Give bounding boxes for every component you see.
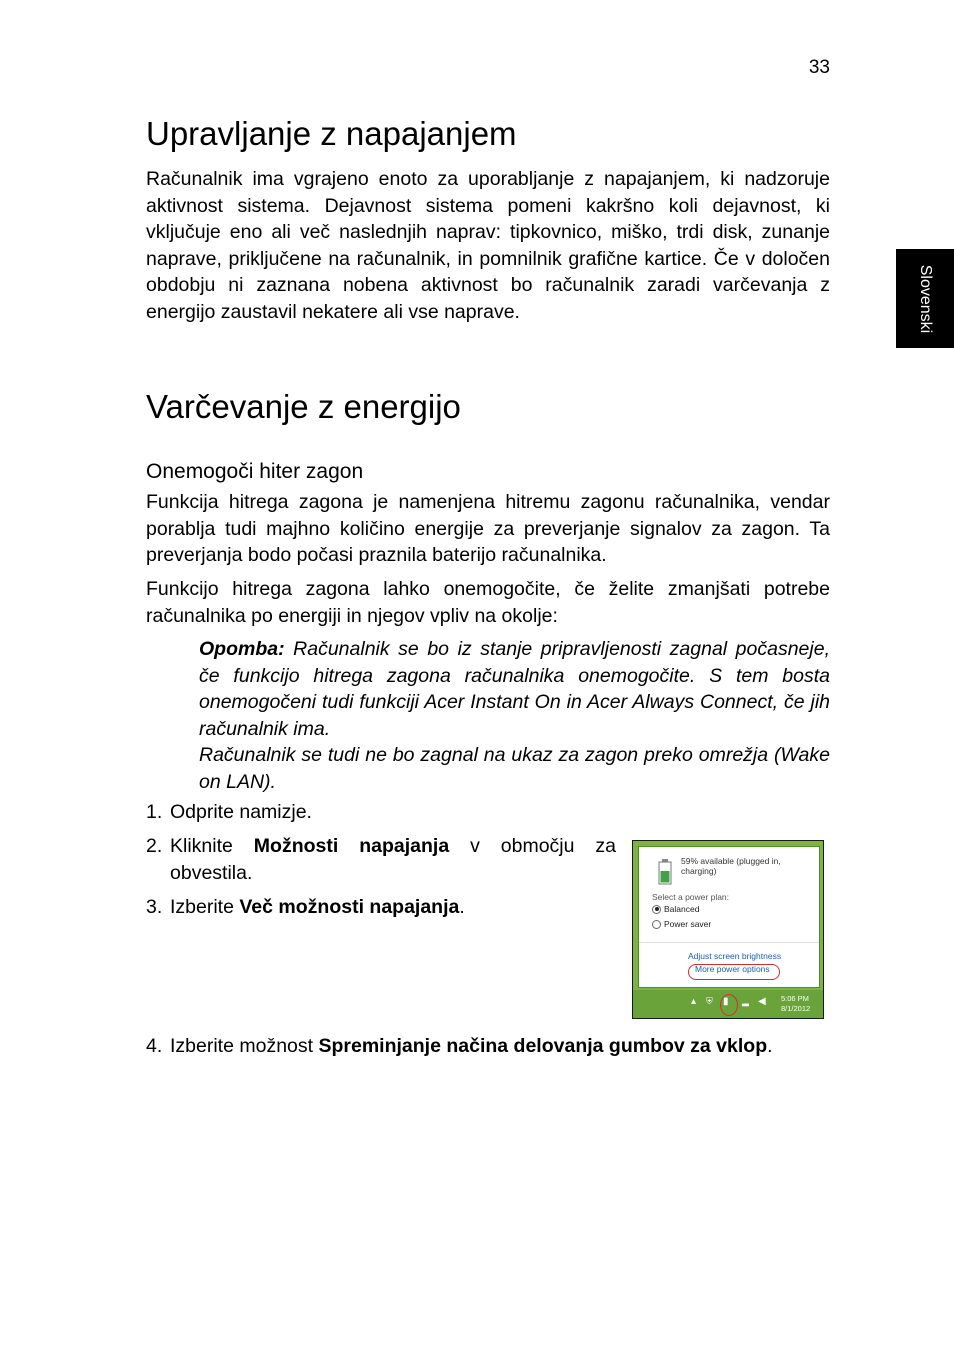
step-number: 1. [146, 801, 163, 823]
network-icon[interactable]: ▂ [742, 996, 749, 1006]
tray-highlight-circle [720, 994, 738, 1016]
step-text: Izberite možnost [170, 1035, 319, 1057]
subsection-title-fast-startup: Onemogoči hiter zagon [146, 460, 364, 483]
section-title-energy-saving: Varčevanje z energijo [146, 388, 461, 425]
step-text-end: . [459, 896, 465, 918]
step-text-end: v območju za obvestila. [170, 835, 617, 884]
security-shield-icon[interactable]: ⛨ [706, 996, 713, 1006]
page-number: 33 [808, 57, 830, 78]
plan-option-label: Power saver [664, 919, 712, 929]
taskbar-clock[interactable] [781, 994, 810, 1014]
battery-flyout [638, 846, 820, 988]
section-title-power-management: Upravljanje z napajanjem [146, 115, 517, 152]
taskbar [633, 990, 823, 1018]
step-text: Izberite [170, 896, 240, 918]
plan-option-label: Balanced [664, 904, 700, 914]
plan-label: Select a power plan: [652, 892, 730, 902]
fast-startup-paragraph: Funkcija hitrega zagona je namenjena hitremu zagonu računalnika, vendar porablja tudi majhno količino energije za preverjanje signalov za zagon. Ta preverjanja bodo počasi praznila baterijo računalnika. [146, 491, 830, 567]
speaker-icon[interactable]: ◀ [758, 996, 766, 1007]
power-options-screenshot [632, 840, 824, 1019]
step-2 [146, 833, 616, 886]
language-side-tab [896, 249, 954, 348]
step-1 [146, 799, 830, 826]
step-bold-text: Možnosti napajanja [253, 835, 450, 857]
step-bold-text: Več možnosti napajanja [239, 896, 460, 918]
step-bold-text: Spreminjanje načina delovanja gumbov za vklop [318, 1035, 768, 1057]
clock-time: 5:06 PM [781, 994, 809, 1003]
step-number: 4. [146, 1035, 163, 1057]
language-label: Slovenski [917, 264, 934, 333]
section-body-power-management: Računalnik ima vgrajeno enoto za uporabljanje z napajanjem, ki nadzoruje aktivnost sistema. Dejavnost sistema pomeni kakršno koli dejavnost, ki vključuje eno ali več naslednjih naprav: tipkovnico, miško, trdi disk, zunanje naprave, priključene na računalnik, in pomnilnik grafične kartice. Če v določen obdobju ni zaznana nobena aktivnost bo računalnik zaradi varčevanja z energijo zaustavil nekatere ali vse naprave. [146, 168, 830, 323]
note-block [199, 636, 830, 796]
step-number: 3. [146, 896, 163, 918]
note-text-2: Računalnik se tudi ne bo zagnal na ukaz za zagon preko omrežja (Wake on LAN). [199, 744, 830, 793]
battery-status-text: 59% available (plugged in, charging) [681, 856, 781, 876]
disable-fast-startup-paragraph: Funkcijo hitrega zagona lahko onemogočite, če želite zmanjšati potrebe računalnika po energiji in njegov vpliv na okolje: [146, 578, 830, 627]
more-power-options-link[interactable]: More power options [695, 964, 770, 974]
clock-date: 8/1/2012 [781, 1004, 811, 1013]
highlight-circle [688, 964, 780, 980]
battery-icon [658, 859, 672, 885]
battery-tray-icon[interactable]: ▮ [723, 996, 729, 1007]
step-3 [146, 894, 616, 921]
note-text-1: Računalnik se bo iz stanje pripravljenosti zagnal počasneje, če funkcijo hitrega zagona računalnika onemogočite. S tem bosta onemogočeni tudi funkciji Acer Instant On in Acer Always Connect, če jih računalnik ima. [199, 638, 830, 740]
note-label: Opomba: [199, 638, 285, 660]
plan-option-balanced[interactable] [652, 904, 699, 914]
divider [639, 942, 819, 943]
plan-option-power-saver[interactable] [652, 919, 711, 929]
step-text-end: . [767, 1035, 773, 1057]
step-text: Odprite namizje. [170, 801, 312, 823]
radio-selected-icon [652, 905, 661, 914]
adjust-brightness-link[interactable]: Adjust screen brightness [688, 951, 782, 961]
radio-icon [652, 920, 661, 929]
step-text: Kliknite [170, 835, 254, 857]
step-4 [146, 1033, 830, 1060]
chevron-up-icon[interactable]: ▴ [691, 996, 697, 1007]
step-number: 2. [146, 835, 163, 857]
